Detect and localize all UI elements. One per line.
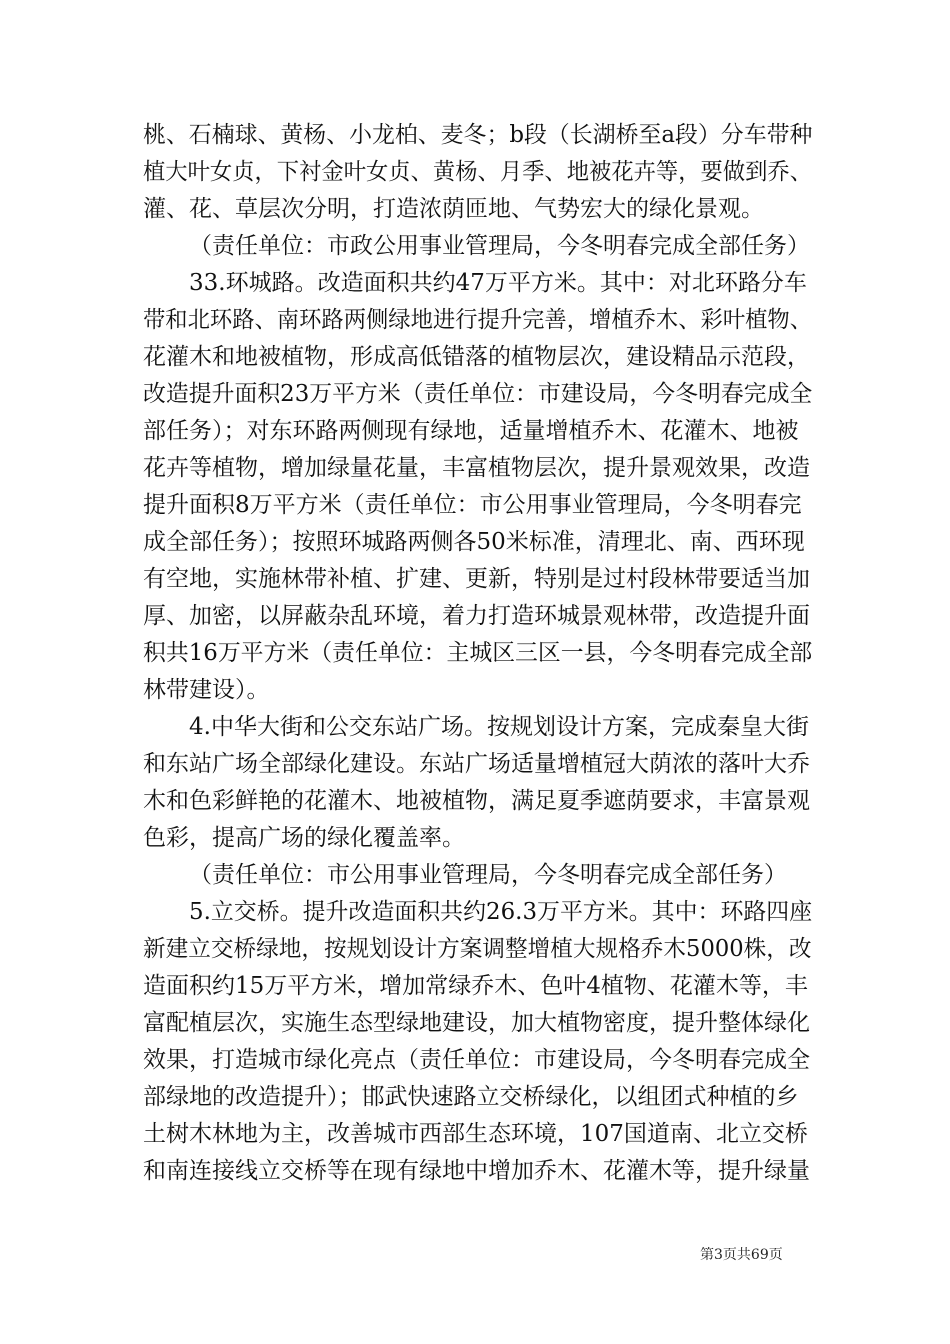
body-text-line: 有空地，实施林带补植、扩建、更新，特别是过村段林带要适当加 xyxy=(143,566,810,592)
body-text-line: 花卉等植物，增加绿量花量，丰富植物层次，提升景观效果，改造 xyxy=(143,455,810,481)
body-text-line: 桃、石楠球、黄杨、小龙柏、麦冬；b段（长湖桥至a段）分车带种 xyxy=(143,122,813,148)
body-text-line: 效果，打造城市绿化亮点（责任单位：市建设局，今冬明春完成全 xyxy=(143,1047,810,1073)
body-text-line: 林带建设）。 xyxy=(143,677,270,703)
body-text-line: 灌、花、草层次分明，打造浓荫匝地、气势宏大的绿化景观。 xyxy=(143,196,764,222)
body-text-line: 土树木林地为主，改善城市西部生态环境，107国道南、北立交桥 xyxy=(143,1121,808,1147)
body-text-line: 提升面积8万平方米（责任单位：市公用事业管理局，今冬明春完 xyxy=(143,492,802,518)
body-text-line: （责任单位：市政公用事业管理局，今冬明春完成全部任务） xyxy=(189,233,810,259)
body-text-line: 木和色彩鲜艳的花灌木、地被植物，满足夏季遮荫要求，丰富景观 xyxy=(143,788,810,814)
body-text-line: 积共16万平方米（责任单位：主城区三区一县，今冬明春完成全部 xyxy=(143,640,813,666)
body-text-line: 4.中华大街和公交东站广场。按规划设计方案，完成秦皇大街 xyxy=(189,714,809,740)
body-text-line: 部绿地的改造提升）；邯武快速路立交桥绿化，以组团式种植的乡 xyxy=(143,1084,799,1110)
body-text-line: 厚、加密，以屏蔽杂乱环境，着力打造环城景观林带，改造提升面 xyxy=(143,603,810,629)
body-text-line: 植大叶女贞，下衬金叶女贞、黄杨、月季、地被花卉等，要做到乔、 xyxy=(143,159,813,185)
body-text-line: 33.环城路。改造面积共约47万平方米。其中：对北环路分车 xyxy=(189,270,807,296)
body-text-line: 带和北环路、南环路两侧绿地进行提升完善，增植乔木、彩叶植物、 xyxy=(143,307,813,333)
body-text-line: 成全部任务）；按照环城路两侧各50米标准，清理北、南、西环现 xyxy=(143,529,805,555)
body-text-line: 造面积约15万平方米，增加常绿乔木、色叶4植物、花灌木等，丰 xyxy=(143,973,808,999)
body-text-line: 部任务）；对东环路两侧现有绿地，适量增植乔木、花灌木、地被 xyxy=(143,418,799,444)
body-text-line: 色彩，提高广场的绿化覆盖率。 xyxy=(143,825,465,851)
body-text-line: 改造提升面积23万平方米（责任单位：市建设局，今冬明春完成全 xyxy=(143,381,813,407)
body-text-line: 富配植层次，实施生态型绿地建设，加大植物密度，提升整体绿化 xyxy=(143,1010,810,1036)
body-text-line: 和东站广场全部绿化建设。东站广场适量增植冠大荫浓的落叶大乔 xyxy=(143,751,810,777)
body-text-line: 新建立交桥绿地，按规划设计方案调整增植大规格乔木5000株，改 xyxy=(143,936,812,962)
body-text-line: 5.立交桥。提升改造面积共约26.3万平方米。其中：环路四座 xyxy=(189,899,813,925)
body-text-line: 花灌木和地被植物，形成高低错落的植物层次，建设精品示范段， xyxy=(143,344,810,370)
page-number-footer: 第3页共69页 xyxy=(700,1247,783,1263)
body-text-line: 和南连接线立交桥等在现有绿地中增加乔木、花灌木等，提升绿量 xyxy=(143,1158,810,1184)
body-text-line: （责任单位：市公用事业管理局，今冬明春完成全部任务） xyxy=(189,862,787,888)
